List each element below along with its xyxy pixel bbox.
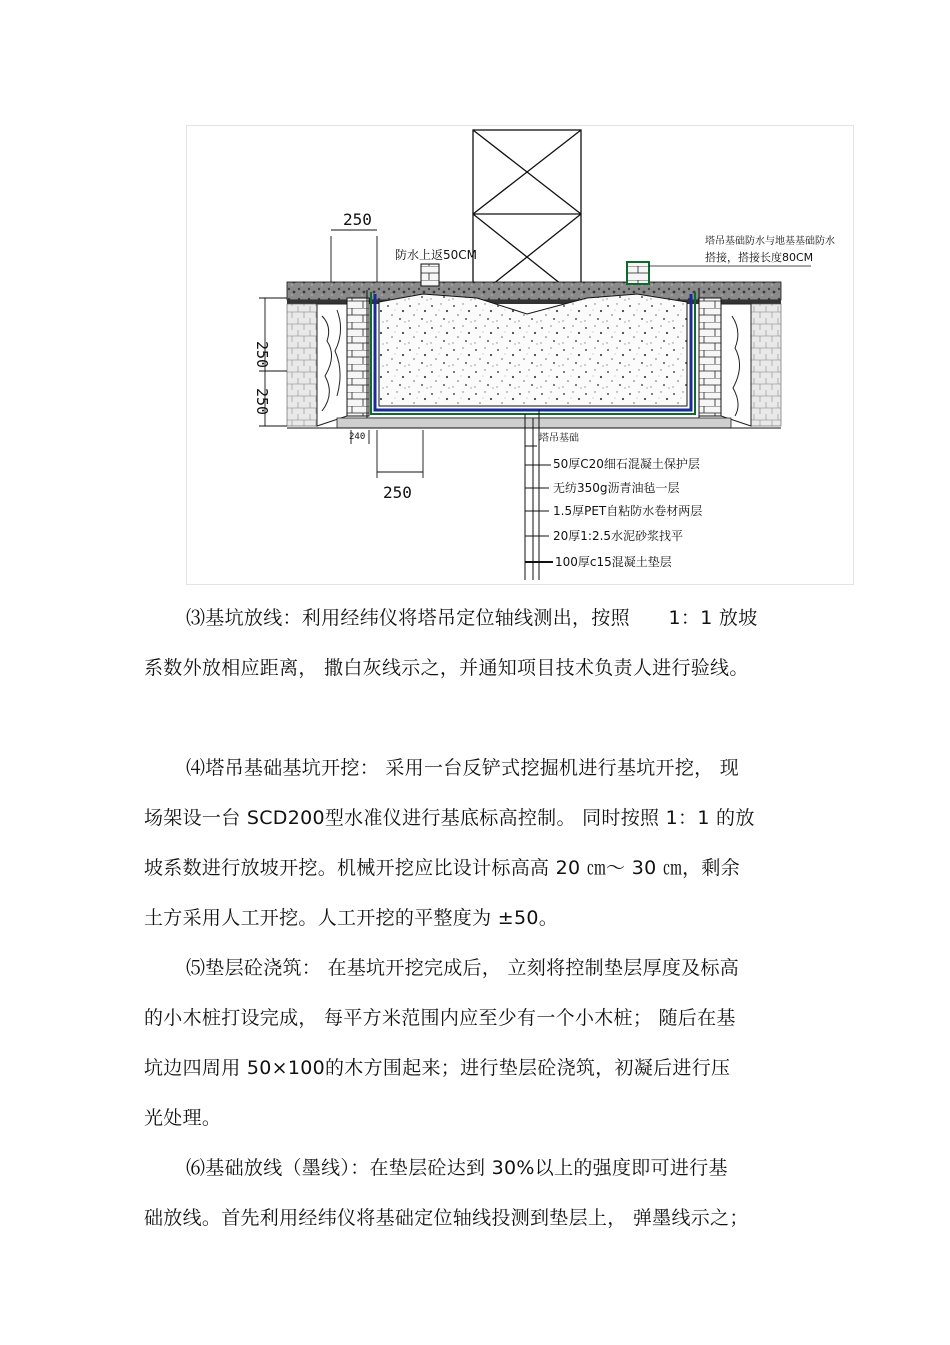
note-left: 防水上返50CM <box>395 248 478 262</box>
paragraph-line: 光处理。 <box>144 1107 222 1129</box>
bottom-layer <box>337 418 731 428</box>
legend-item-3: 1.5厚PET自粘防水卷材两层 <box>553 504 703 518</box>
paragraph-line: 系数外放相应距离， 撒白灰线示之，并通知项目技术负责人进行验线。 <box>144 657 749 679</box>
brick-cap-right <box>627 262 649 284</box>
paragraph-line: ⑶基坑放线：利用经纬仪将塔吊定位轴线测出，按照 1：1 放坡 <box>186 607 758 629</box>
dim-top-label: 250 <box>343 210 372 229</box>
paragraph-5 <box>144 943 814 1143</box>
legend-item-5: 100厚c15混凝土垫层 <box>555 555 672 569</box>
paragraph-line: 的小木桩打设完成， 每平方米范围内应至少有一个小木桩； 随后在基 <box>144 1007 736 1029</box>
legend-item-1: 50厚C20细石混凝土保护层 <box>553 457 700 471</box>
dim-bottom-label: 250 <box>383 483 412 502</box>
dim-left-lower-label: 250 <box>253 388 271 416</box>
concrete-foundation <box>379 294 687 406</box>
legend-item-0: 塔吊基础 <box>539 433 579 444</box>
paragraph-6 <box>144 1143 814 1243</box>
legend-item-2: 无纺350g沥青油毡一层 <box>553 481 680 495</box>
paragraph-3 <box>144 593 814 693</box>
paragraph-line: 坡系数进行放坡开挖。机械开挖应比设计标高高 20 ㎝～ 30 ㎝，剩余 <box>144 857 741 879</box>
soil-right <box>751 304 781 426</box>
brick-wall-left <box>347 298 369 416</box>
paragraph-line: ⑹基础放线（墨线）：在垫层砼达到 30%以上的强度即可进行基 <box>186 1157 728 1179</box>
tower-frame <box>473 130 581 300</box>
paragraph-line: ⑷塔吊基础基坑开挖： 采用一台反铲式挖掘机进行基坑开挖， 现 <box>186 757 740 779</box>
dim-left-upper-label: 250 <box>253 341 271 369</box>
note-right-line2: 搭接，搭接长度80CM <box>705 251 814 264</box>
paragraph-line: 础放线。首先利用经纬仪将基础定位轴线投测到垫层上， 弹墨线示之； <box>144 1207 749 1229</box>
paragraph-line: 坑边四周用 50×100的木方围起来；进行垫层砼浇筑，初凝后进行压 <box>144 1057 731 1079</box>
legend-item-4: 20厚1:2.5水泥砂浆找平 <box>553 529 684 543</box>
dim-small-label: 240 <box>349 432 366 442</box>
paragraph-line: ⑸垫层砼浇筑： 在基坑开挖完成后， 立刻将控制垫层厚度及标高 <box>186 957 740 979</box>
brick-cap-left <box>421 264 439 286</box>
foundation-section-figure <box>186 125 854 585</box>
soil-left <box>287 304 317 426</box>
paragraph-4 <box>144 743 814 943</box>
note-right-line1: 塔吊基础防水与地基基础防水 <box>705 236 835 247</box>
paragraph-line: 场架设一台 SCD200型水准仪进行基底标高控制。 同时按照 1：1 的放 <box>144 807 755 829</box>
paragraph-line: 土方采用人工开挖。人工开挖的平整度为 ±50。 <box>144 907 559 929</box>
brick-wall-right <box>699 298 721 416</box>
